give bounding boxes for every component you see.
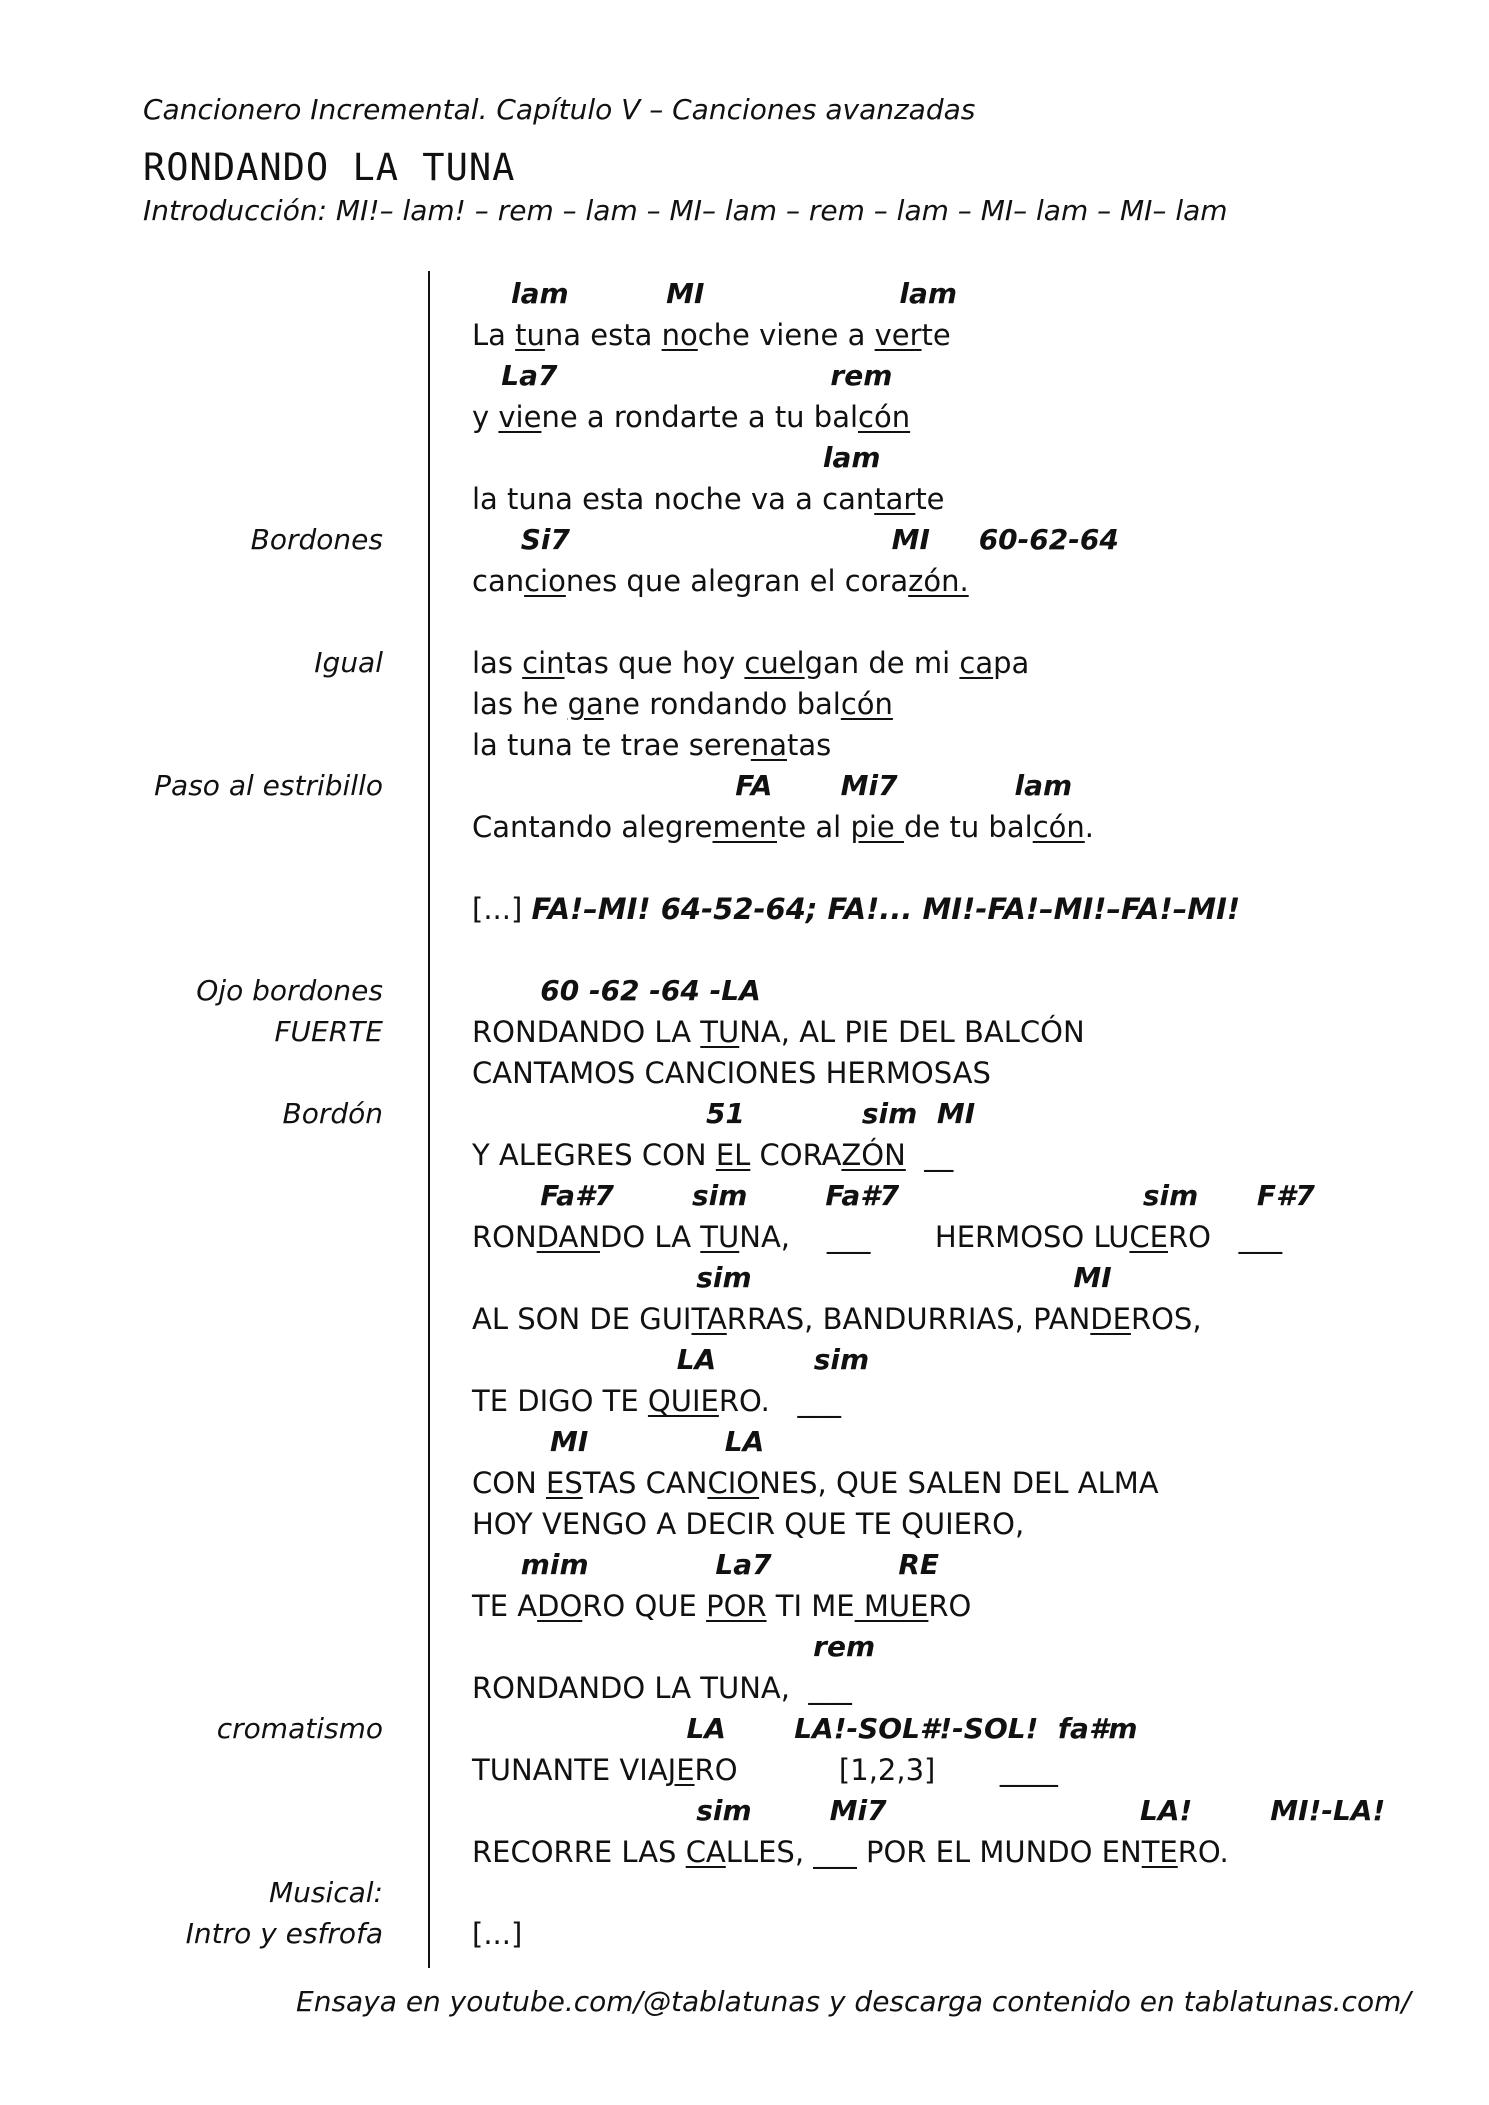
song-row	[0, 890, 1489, 931]
song-row	[0, 1177, 1489, 1218]
stressed-syllable: TU	[700, 1015, 740, 1049]
chord-line: MI LA	[472, 1425, 765, 1458]
lyric-line: canciones que alegran el corazón.	[472, 564, 969, 598]
stressed-syllable: POR	[706, 1589, 767, 1623]
lyric-line: [...]	[472, 1917, 523, 1951]
stressed-syllable: ga	[567, 687, 604, 721]
song-row	[0, 1710, 1489, 1751]
lyric-line: RONDANDO LA TUNA, ___ HERMOSO LUCERO ___	[472, 1220, 1283, 1254]
stressed-syllable: ca	[959, 646, 994, 680]
lyric-line: RONDANDO LA TUNA, AL PIE DEL BALCÓN	[472, 1015, 1085, 1049]
song-row	[0, 1833, 1489, 1874]
stressed-syllable: cón	[840, 687, 893, 721]
stressed-syllable: CIO	[707, 1466, 760, 1500]
song-row	[0, 480, 1489, 521]
chord-line: La7 rem	[472, 359, 893, 392]
lyric-line: Cantando alegremente al pie de tu balcón.	[472, 810, 1094, 844]
stressed-syllable: no	[661, 318, 698, 352]
stressed-syllable: EL	[715, 1138, 751, 1172]
chord-line: 60 -62 -64 -LA	[472, 974, 761, 1007]
song-row	[0, 1628, 1489, 1669]
song-row	[0, 808, 1489, 849]
lyric-line: TE ADORO QUE POR TI ME MUERO	[472, 1589, 972, 1623]
song-row	[0, 1013, 1489, 1054]
song-row	[0, 357, 1489, 398]
song-row	[0, 767, 1489, 808]
song-row	[0, 1464, 1489, 1505]
stressed-syllable: cuel	[744, 646, 805, 680]
lyric-line: las cintas que hoy cuelgan de mi capa	[472, 646, 1030, 680]
chord-line: sim MI	[472, 1261, 1112, 1294]
chord-line: Fa#7 sim Fa#7 sim F#7	[472, 1179, 1315, 1212]
song-row	[0, 1218, 1489, 1259]
stressed-syllable: ver	[874, 318, 922, 352]
song-row	[0, 562, 1489, 603]
stressed-syllable: TA	[691, 1302, 727, 1336]
lyric-line: HOY VENGO A DECIR QUE TE QUIERO,	[472, 1507, 1025, 1541]
chord-line: LA LA!-SOL#!-SOL! fa#m	[472, 1712, 1138, 1745]
stressed-syllable: TU	[700, 1220, 740, 1254]
lyric-line: la tuna te trae serenatas	[472, 728, 832, 762]
lyric-line: CANTAMOS CANCIONES HERMOSAS	[472, 1056, 991, 1090]
musical-bridge-line	[472, 892, 1240, 926]
stressed-syllable: cón	[1032, 810, 1085, 844]
side-note: Musical:	[268, 1876, 383, 1909]
stressed-syllable: QUIE	[647, 1384, 719, 1418]
side-note: Igual	[314, 646, 383, 679]
bridge-prefix: [...]	[472, 892, 532, 926]
chord-line: Si7 MI 60-62-64	[472, 523, 1119, 556]
stressed-syllable: na	[750, 728, 787, 762]
stressed-syllable: ZÓN	[841, 1138, 906, 1172]
song-row	[0, 1669, 1489, 1710]
stressed-syllable: vie	[498, 400, 542, 434]
song-row	[0, 972, 1489, 1013]
lyric-line: La tuna esta noche viene a verte	[472, 318, 951, 352]
song-row	[0, 1751, 1489, 1792]
song-row	[0, 1915, 1489, 1956]
chord-line: lam MI lam	[472, 277, 958, 310]
book-title: Cancionero Incremental. Capítulo V – Canciones avanzadas	[143, 93, 976, 126]
stressed-syllable: tar	[874, 482, 916, 516]
side-note: Intro y esfrofa	[185, 1917, 383, 1950]
song-row	[0, 644, 1489, 685]
song-row	[0, 1136, 1489, 1177]
chord-line: rem	[472, 1630, 876, 1663]
side-note: Paso al estribillo	[154, 769, 383, 802]
song-row	[0, 275, 1489, 316]
lyric-line: CON ESTAS CANCIONES, QUE SALEN DEL ALMA	[472, 1466, 1159, 1500]
lyric-line: y viene a rondarte a tu balcón	[472, 400, 911, 434]
lyric-line: las he gane rondando balcón	[472, 687, 893, 721]
stressed-syllable: men	[712, 810, 777, 844]
side-note: Bordón	[282, 1097, 383, 1130]
song-row	[0, 1792, 1489, 1833]
lyric-line: RECORRE LAS CALLES, ___ POR EL MUNDO ENTERO.	[472, 1835, 1229, 1869]
song-row	[0, 1259, 1489, 1300]
chord-line: sim Mi7 LA! MI!-LA!	[472, 1794, 1386, 1827]
side-note: Ojo bordones	[196, 974, 383, 1007]
lyric-line: RONDANDO LA TUNA, ___	[472, 1671, 852, 1705]
song-row	[0, 521, 1489, 562]
side-note: FUERTE	[274, 1015, 383, 1048]
stressed-syllable: cón	[858, 400, 911, 434]
song-row	[0, 1423, 1489, 1464]
stressed-syllable: zón.	[908, 564, 969, 598]
lyric-line: la tuna esta noche va a cantarte	[472, 482, 945, 516]
song-row	[0, 1587, 1489, 1628]
song-row	[0, 726, 1489, 767]
chord-line: mim La7 RE	[472, 1548, 940, 1581]
song-title: RONDANDO LA TUNA	[143, 146, 516, 189]
lyric-line: TE DIGO TE QUIERO. ___	[472, 1384, 842, 1418]
stressed-syllable: ES	[546, 1466, 583, 1500]
chord-line: 51 sim MI	[472, 1097, 976, 1130]
chord-line: FA Mi7 lam	[472, 769, 1073, 802]
song-row	[0, 685, 1489, 726]
stressed-syllable: cin	[522, 646, 565, 680]
song-row	[0, 1382, 1489, 1423]
lyric-line: TUNANTE VIAJERO [1,2,3] ____	[472, 1753, 1058, 1787]
song-row	[0, 1505, 1489, 1546]
chord-line: LA sim	[472, 1343, 870, 1376]
song-row	[0, 1054, 1489, 1095]
stressed-syllable: JE	[667, 1753, 695, 1787]
song-row	[0, 1095, 1489, 1136]
bridge-chords: FA!–MI! 64-52-64; FA!... MI!-FA!–MI!–FA!–MI!	[531, 892, 1241, 926]
stressed-syllable: DO	[537, 1589, 583, 1623]
stressed-syllable: pie	[850, 810, 904, 844]
song-row	[0, 1546, 1489, 1587]
chord-line: lam	[472, 441, 881, 474]
stressed-syllable: CE	[1129, 1220, 1168, 1254]
stressed-syllable: TE	[1141, 1835, 1178, 1869]
song-row	[0, 1341, 1489, 1382]
song-row	[0, 316, 1489, 357]
stressed-syllable: DE	[1090, 1302, 1131, 1336]
stressed-syllable: CA	[685, 1835, 726, 1869]
song-row	[0, 439, 1489, 480]
side-note: Bordones	[250, 523, 383, 556]
lyric-line: AL SON DE GUITARRAS, BANDURRIAS, PANDEROS,	[472, 1302, 1202, 1336]
song-row	[0, 1874, 1489, 1915]
stressed-syllable: cio	[524, 564, 566, 598]
stressed-syllable: DAN	[536, 1220, 601, 1254]
footer-note: Ensaya en youtube.com/@tablatunas y descarga contenido en tablatunas.com/	[296, 1985, 1411, 2018]
stressed-syllable: MUE	[854, 1589, 929, 1623]
lyric-line: Y ALEGRES CON EL CORAZÓN __	[472, 1138, 954, 1172]
song-row	[0, 1300, 1489, 1341]
song-row	[0, 398, 1489, 439]
intro-chords: Introducción: MI!– lam! – rem – lam – MI– lam – rem – lam – MI– lam – MI– lam	[143, 194, 1228, 227]
stressed-syllable: tu	[515, 318, 545, 352]
side-note: cromatismo	[216, 1712, 383, 1745]
